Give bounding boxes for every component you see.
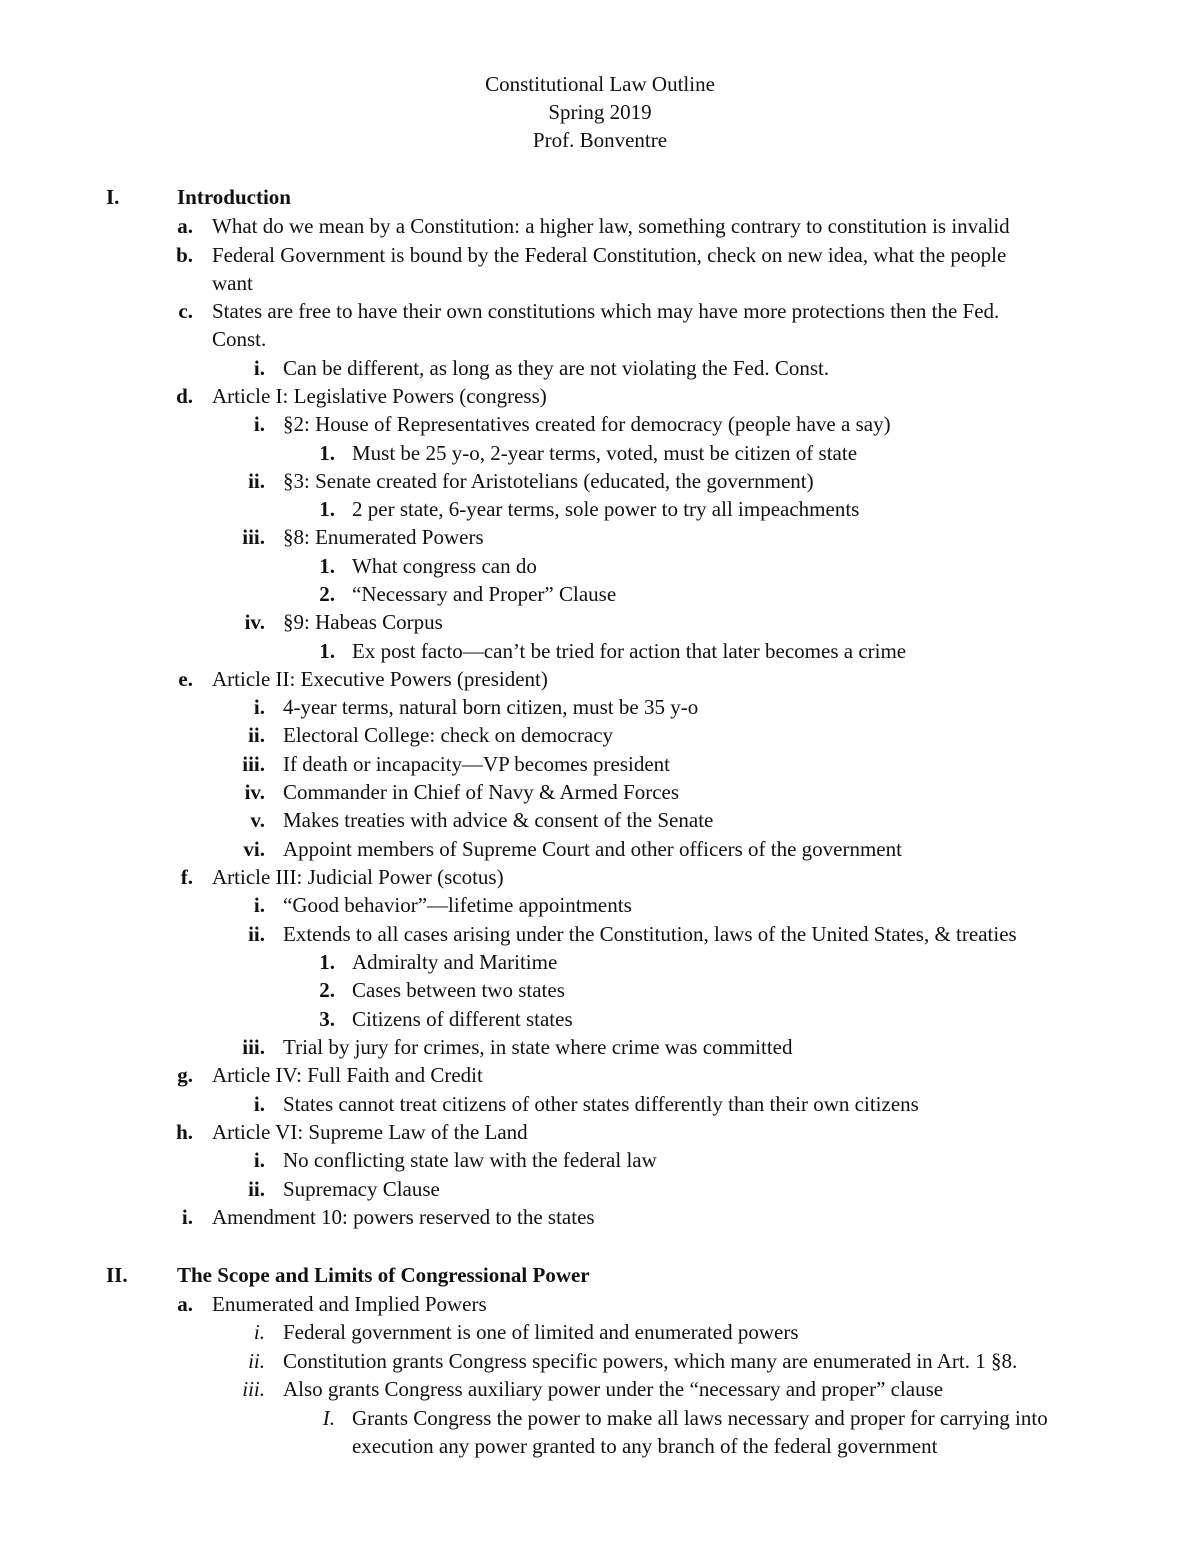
outline-text: Article III: Judicial Power (scotus) — [212, 865, 504, 889]
outline-item — [0, 693, 1200, 721]
outline-item — [0, 1318, 1200, 1346]
outline-text: Can be different, as long as they are not violating the Fed. Const. — [283, 356, 830, 380]
outline-item — [0, 382, 1200, 410]
outline-marker: f. — [180, 865, 193, 889]
outline-item — [0, 948, 1200, 976]
outline-text: Grants Congress the power to make all laws necessary and proper for carrying into — [352, 1406, 1048, 1430]
outline-marker: iv. — [244, 610, 265, 634]
outline-marker: i. — [253, 695, 265, 719]
outline-text: Electoral College: check on democracy — [283, 723, 614, 747]
outline-item — [0, 325, 1200, 353]
outline-marker: a. — [177, 1292, 193, 1316]
outline-item — [0, 467, 1200, 495]
outline-item — [0, 297, 1200, 325]
outline-item — [0, 920, 1200, 948]
outline-item — [0, 410, 1200, 438]
outline-text: Introduction — [177, 185, 291, 209]
outline-item — [0, 1033, 1200, 1061]
outline-item — [0, 1061, 1200, 1089]
outline-text: Supremacy Clause — [283, 1177, 440, 1201]
outline-marker: ii. — [248, 1349, 265, 1373]
outline-item — [0, 608, 1200, 636]
outline-marker: a. — [177, 214, 193, 238]
outline-marker: 1. — [319, 639, 335, 663]
outline-item — [0, 1203, 1200, 1231]
outline-text: Admiralty and Maritime — [352, 950, 558, 974]
outline-text: No conflicting state law with the federal law — [283, 1148, 657, 1172]
outline-item — [0, 976, 1200, 1004]
outline-marker: i. — [253, 1320, 265, 1344]
outline-item — [0, 750, 1200, 778]
outline-item — [0, 1146, 1200, 1174]
outline-text: §9: Habeas Corpus — [283, 610, 443, 634]
outline-item — [0, 580, 1200, 608]
outline-item — [0, 1118, 1200, 1146]
outline-marker: 2. — [319, 978, 335, 1002]
outline-item — [0, 1375, 1200, 1403]
outline-marker: h. — [176, 1120, 193, 1144]
outline-text: Federal Government is bound by the Federal Constitution, check on new idea, what the people — [212, 243, 1007, 267]
outline-item — [0, 523, 1200, 551]
outline-text: The Scope and Limits of Congressional Power — [177, 1263, 590, 1287]
outline-text: 4-year terms, natural born citizen, must be 35 y-o — [283, 695, 699, 719]
outline-text: Ex post facto—can’t be tried for action that later becomes a crime — [352, 639, 907, 663]
outline-marker: 2. — [319, 582, 335, 606]
section-heading — [0, 1261, 1200, 1289]
outline-text: §2: House of Representatives created for democracy (people have a say) — [283, 412, 891, 436]
outline-marker: i. — [253, 893, 265, 917]
outline-text: Citizens of different states — [352, 1007, 573, 1031]
outline-item — [0, 665, 1200, 693]
outline-text: Trial by jury for crimes, in state where crime was committed — [283, 1035, 793, 1059]
outline-text: Makes treaties with advice & consent of the Senate — [283, 808, 714, 832]
outline-marker: ii. — [248, 922, 265, 946]
outline-marker: I. — [106, 185, 120, 209]
outline-text: “Good behavior”—lifetime appointments — [283, 893, 632, 917]
outline-text: Also grants Congress auxiliary power under the “necessary and proper” clause — [283, 1377, 944, 1401]
outline-item — [0, 1347, 1200, 1375]
outline-marker: 1. — [319, 554, 335, 578]
outline-item — [0, 778, 1200, 806]
outline-text: 2 per state, 6-year terms, sole power to try all impeachments — [352, 497, 860, 521]
outline-marker: iii. — [242, 1035, 265, 1059]
outline-text: §8: Enumerated Powers — [283, 525, 484, 549]
outline-item — [0, 212, 1200, 240]
outline-marker: 1. — [319, 950, 335, 974]
outline-marker: ii. — [248, 1177, 265, 1201]
outline-item — [0, 637, 1200, 665]
outline-marker: b. — [176, 243, 193, 267]
outline-item — [0, 1432, 1200, 1460]
outline-item — [0, 721, 1200, 749]
outline-item — [0, 1175, 1200, 1203]
outline-marker: 3. — [319, 1007, 335, 1031]
outline-text: What congress can do — [352, 554, 537, 578]
outline-text: If death or incapacity—VP becomes president — [283, 752, 671, 776]
outline-marker: iv. — [244, 780, 265, 804]
outline-marker: ii. — [248, 469, 265, 493]
document-title: Constitutional Law Outline — [485, 72, 715, 96]
outline-text: Commander in Chief of Navy & Armed Forces — [283, 780, 680, 804]
document-term: Spring 2019 — [548, 100, 652, 124]
outline-item — [0, 495, 1200, 523]
outline-item — [0, 1290, 1200, 1318]
outline-text: Federal government is one of limited and enumerated powers — [283, 1320, 799, 1344]
outline-marker: c. — [178, 299, 193, 323]
outline-item — [0, 1090, 1200, 1118]
outline-item — [0, 552, 1200, 580]
outline-item — [0, 863, 1200, 891]
outline-text: §3: Senate created for Aristotelians (educated, the government) — [283, 469, 814, 493]
outline-marker: i. — [253, 1092, 265, 1116]
outline-item — [0, 269, 1200, 297]
outline-text: Article IV: Full Faith and Credit — [212, 1063, 483, 1087]
outline-marker: v. — [250, 808, 265, 832]
outline-text: Const. — [212, 327, 267, 351]
outline-text: Appoint members of Supreme Court and other officers of the government — [283, 837, 902, 861]
outline-marker: e. — [178, 667, 193, 691]
outline-text: States are free to have their own constitutions which may have more protections then the Fed. — [212, 299, 1000, 323]
outline-text: Enumerated and Implied Powers — [212, 1292, 487, 1316]
outline-marker: vi. — [243, 837, 265, 861]
outline-item — [0, 1404, 1200, 1432]
outline-marker: 1. — [319, 497, 335, 521]
outline-marker: iii. — [242, 1377, 265, 1401]
outline-item — [0, 891, 1200, 919]
outline-marker: iii. — [242, 525, 265, 549]
outline-marker: i. — [253, 356, 265, 380]
outline-marker: i. — [253, 1148, 265, 1172]
outline-text: What do we mean by a Constitution: a higher law, something contrary to constitution is invalid — [212, 214, 1010, 238]
outline-marker: d. — [176, 384, 193, 408]
outline-item — [0, 835, 1200, 863]
outline-text: Article II: Executive Powers (president) — [212, 667, 548, 691]
outline-marker: 1. — [319, 441, 335, 465]
outline-text: execution any power granted to any branch of the federal government — [352, 1434, 938, 1458]
outline-item — [0, 1005, 1200, 1033]
outline-item — [0, 354, 1200, 382]
outline-item — [0, 439, 1200, 467]
outline-marker: I. — [322, 1406, 335, 1430]
section-heading — [0, 183, 1200, 211]
outline-text: Must be 25 y-o, 2-year terms, voted, must be citizen of state — [352, 441, 858, 465]
outline-item — [0, 241, 1200, 269]
outline-text: Extends to all cases arising under the Constitution, laws of the United States, & treaties — [283, 922, 1017, 946]
outline-marker: iii. — [242, 752, 265, 776]
outline-marker: II. — [106, 1263, 128, 1287]
outline-marker: ii. — [248, 723, 265, 747]
outline-text: Article VI: Supreme Law of the Land — [212, 1120, 528, 1144]
outline-text: Cases between two states — [352, 978, 565, 1002]
outline-text: Constitution grants Congress specific powers, which many are enumerated in Art. 1 §8. — [283, 1349, 1018, 1373]
outline-text: Article I: Legislative Powers (congress) — [212, 384, 547, 408]
document-professor: Prof. Bonventre — [532, 128, 668, 152]
outline-item — [0, 806, 1200, 834]
outline-marker: i. — [181, 1205, 193, 1229]
outline-marker: g. — [177, 1063, 193, 1087]
outline-text: want — [212, 271, 253, 295]
outline-marker: i. — [253, 412, 265, 436]
outline-text: States cannot treat citizens of other states differently than their own citizens — [283, 1092, 919, 1116]
outline-text: “Necessary and Proper” Clause — [352, 582, 617, 606]
outline-text: Amendment 10: powers reserved to the states — [212, 1205, 595, 1229]
